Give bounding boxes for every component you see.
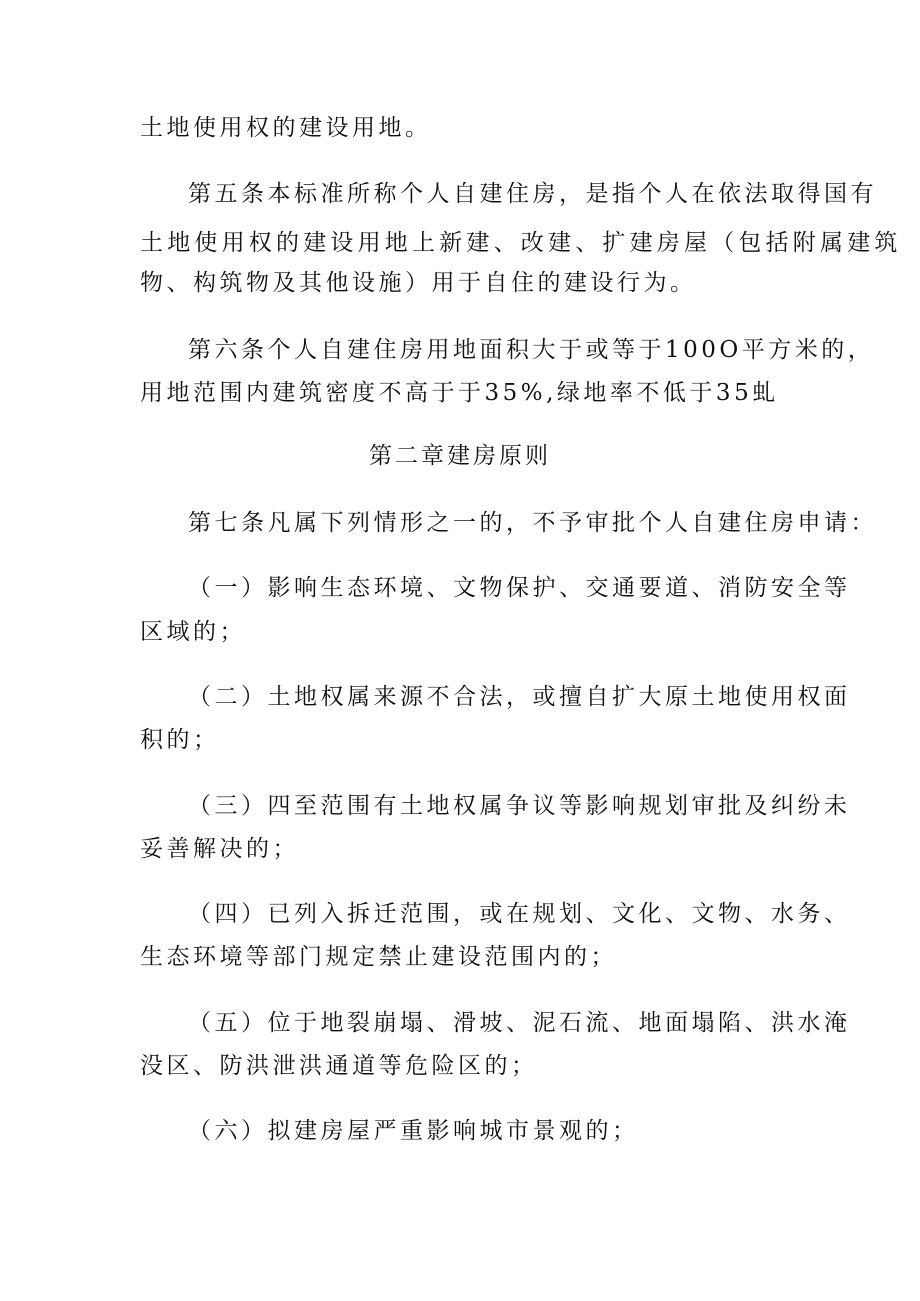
item-3-line-1: （三）四至范围有土地权属争议等影响规划审批及纠纷未 bbox=[188, 793, 851, 819]
item-5-line-2: 没区、防洪泄洪通道等危险区的； bbox=[140, 1053, 538, 1079]
item-5-line-1: （五）位于地裂崩塌、滑坡、泥石流、地面塌陷、洪水淹 bbox=[188, 1010, 851, 1036]
chapter-heading: 第二章建房原则 bbox=[369, 443, 551, 469]
article-5-line-3: 物、构筑物及其他设施）用于自住的建设行为。 bbox=[140, 270, 697, 296]
item-2-line-1: （二）土地权属来源不合法，或擅自扩大原土地使用权面 bbox=[188, 684, 851, 710]
item-1-line-1: （一）影响生态环境、文物保护、交通要道、消防安全等 bbox=[188, 575, 851, 601]
item-2-line-2: 积的； bbox=[140, 727, 220, 753]
item-1-line-2: 区域的； bbox=[140, 619, 246, 645]
article-5-line-2: 土地使用权的建设用地上新建、改建、扩建房屋（包括附属建筑 bbox=[140, 230, 902, 256]
article-6-line-1: 第六条个人自建住房用地面积大于或等于100O平方米的， bbox=[188, 337, 875, 363]
text-line-1: 土地使用权的建设用地。 bbox=[140, 115, 432, 141]
item-4-line-1: （四）已列入拆迁范围，或在规划、文化、文物、水务、 bbox=[188, 901, 851, 927]
item-3-line-2: 妥善解决的； bbox=[140, 836, 299, 862]
item-6-line-1: （六）拟建房屋严重影响城市景观的； bbox=[188, 1118, 639, 1144]
article-5-line-1: 第五条本标准所称个人自建住房，是指个人在依法取得国有 bbox=[188, 181, 877, 207]
item-4-line-2: 生态环境等部门规定禁止建设范围内的； bbox=[140, 944, 617, 970]
article-7-line-1: 第七条凡属下列情形之一的，不予审批个人自建住房申请： bbox=[188, 510, 877, 536]
article-6-line-2: 用地范围内建筑密度不高于于35%,绿地率不低于35虬 bbox=[140, 380, 779, 406]
